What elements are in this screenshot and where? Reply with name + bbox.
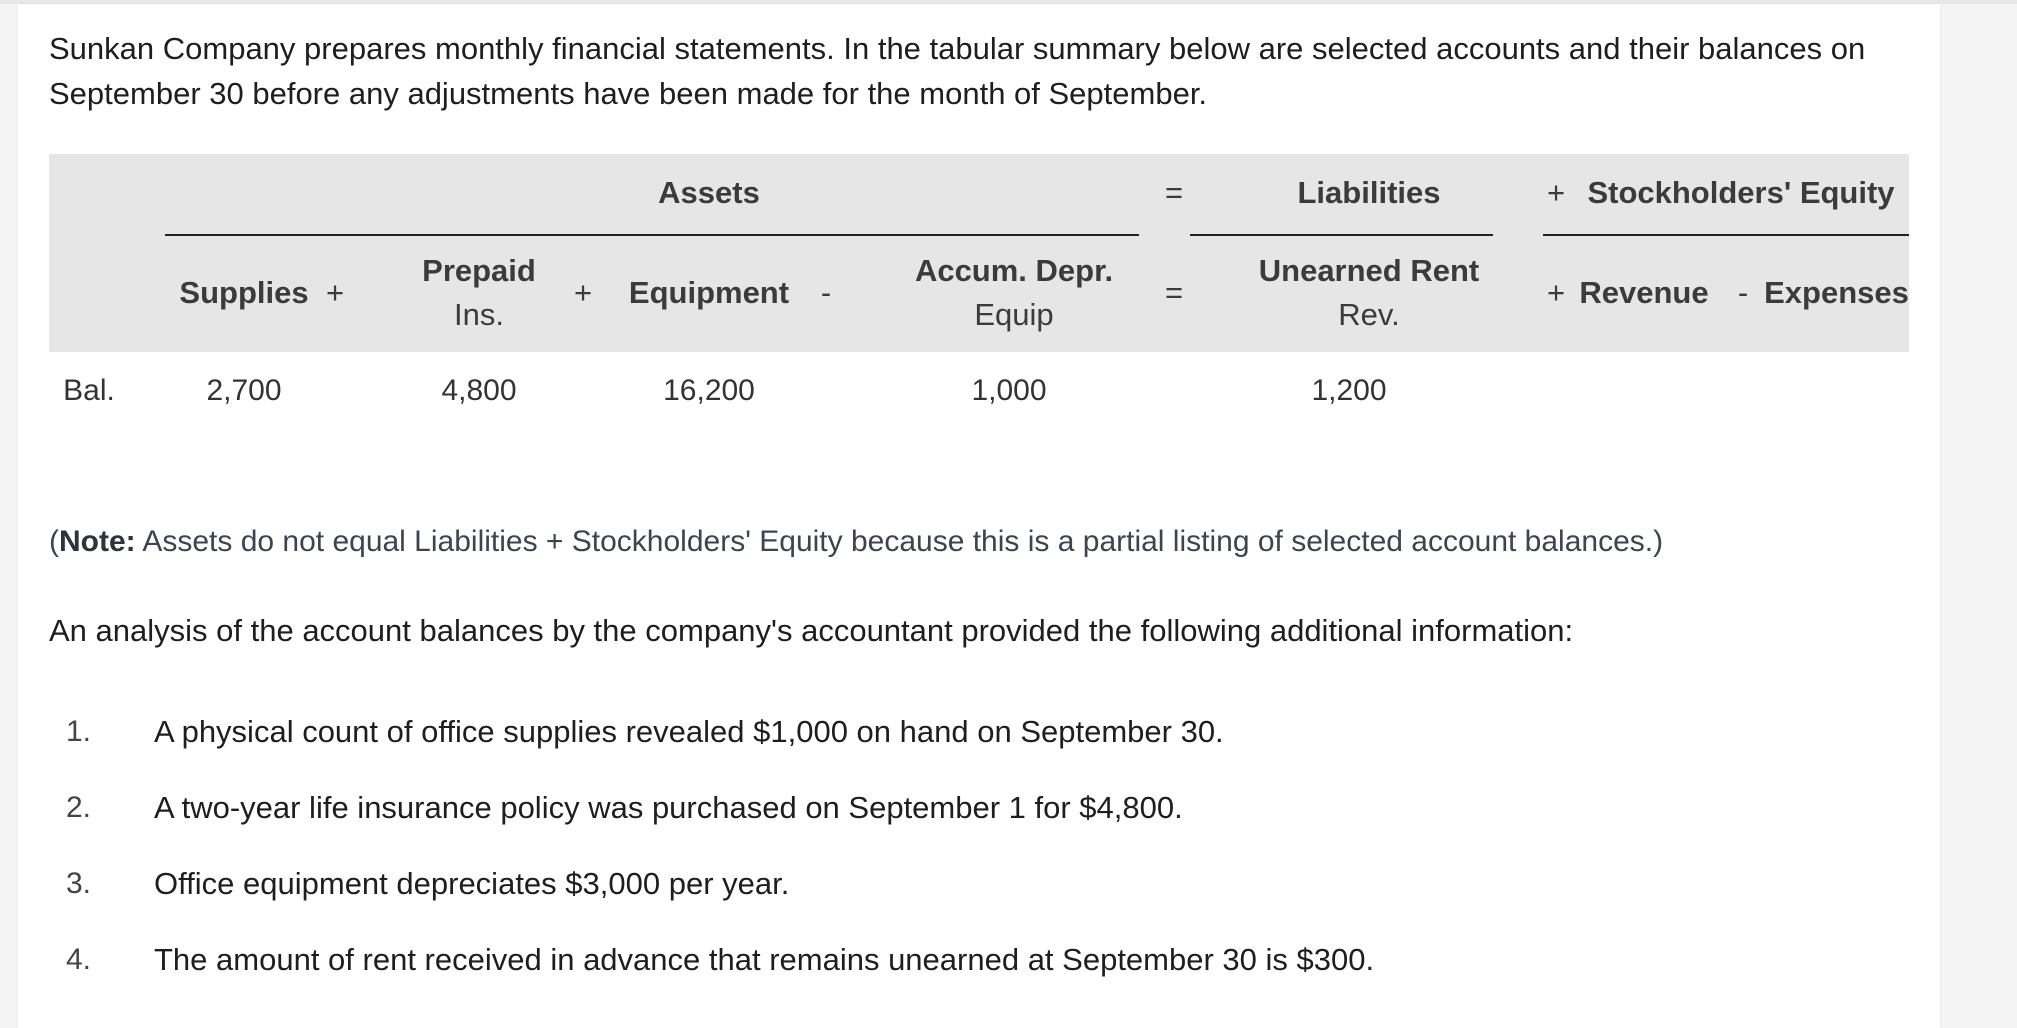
- col-op-plus-3: +: [1546, 275, 1566, 310]
- balance-unearned-rent: 1,200: [1311, 374, 1387, 407]
- problem-page: [18, 4, 1940, 1028]
- assets-group-header: Assets: [658, 175, 760, 210]
- col-accum-line2: Equip: [974, 297, 1054, 332]
- analysis-paragraph: An analysis of the account balances by the company's accountant provided the following additional information:: [49, 613, 1574, 648]
- col-op-plus-1: +: [325, 275, 345, 310]
- list-item-number: 2.: [66, 791, 92, 824]
- list-item: A two-year life insurance policy was purchased on September 1 for $4,800.: [154, 790, 1183, 825]
- col-op-equals: =: [1164, 275, 1184, 310]
- col-revenue: Revenue: [1579, 275, 1709, 310]
- list-item: The amount of rent received in advance that remains unearned at September 30 is $300.: [154, 942, 1375, 977]
- liabilities-underline: [1190, 234, 1493, 236]
- list-item-number: 4.: [66, 943, 92, 976]
- equity-group-header: Stockholders' Equity: [1587, 175, 1895, 210]
- balance-prepaid: 4,800: [441, 374, 517, 407]
- table-header: [49, 154, 1909, 352]
- col-op-minus-1: -: [820, 275, 832, 310]
- note-label: Note:: [59, 525, 136, 558]
- col-accum-line1: Accum. Depr.: [914, 253, 1114, 288]
- col-prepaid-line2: Ins.: [454, 297, 504, 332]
- plus-group-sign: +: [1546, 175, 1566, 210]
- equals-group-sign: =: [1164, 175, 1184, 210]
- assets-underline: [165, 234, 1139, 236]
- col-unearned-line1: Unearned Rent: [1258, 253, 1480, 288]
- col-unearned-line2: Rev.: [1338, 297, 1400, 332]
- balance-accum-depr: 1,000: [971, 374, 1047, 407]
- equity-underline: [1543, 234, 1909, 236]
- col-expenses: Expenses: [1764, 275, 1909, 310]
- liabilities-group-header: Liabilities: [1297, 175, 1441, 210]
- balance-equipment: 16,200: [663, 374, 755, 407]
- list-item: A physical count of office supplies revealed $1,000 on hand on September 30.: [154, 714, 1224, 749]
- balance-supplies: 2,700: [206, 374, 282, 407]
- col-supplies: Supplies: [179, 275, 309, 310]
- list-item-number: 1.: [66, 715, 92, 748]
- note-paragraph: (Note: Assets do not equal Liabilities + Stockholders' Equity because this is a partial listing of selected account balances.): [49, 525, 1664, 558]
- balance-label: Bal.: [63, 374, 115, 407]
- col-op-minus-2: -: [1737, 275, 1749, 310]
- col-op-plus-2: +: [573, 275, 593, 310]
- col-equipment: Equipment: [628, 275, 790, 310]
- col-prepaid-line1: Prepaid: [422, 253, 536, 288]
- list-item-number: 3.: [66, 867, 92, 900]
- intro-paragraph: Sunkan Company prepares monthly financial statements. In the tabular summary below are selected accounts and their balances on September 30 before any adjustments have been made for the month of September.: [49, 31, 1866, 111]
- list-item: Office equipment depreciates $3,000 per year.: [154, 866, 790, 901]
